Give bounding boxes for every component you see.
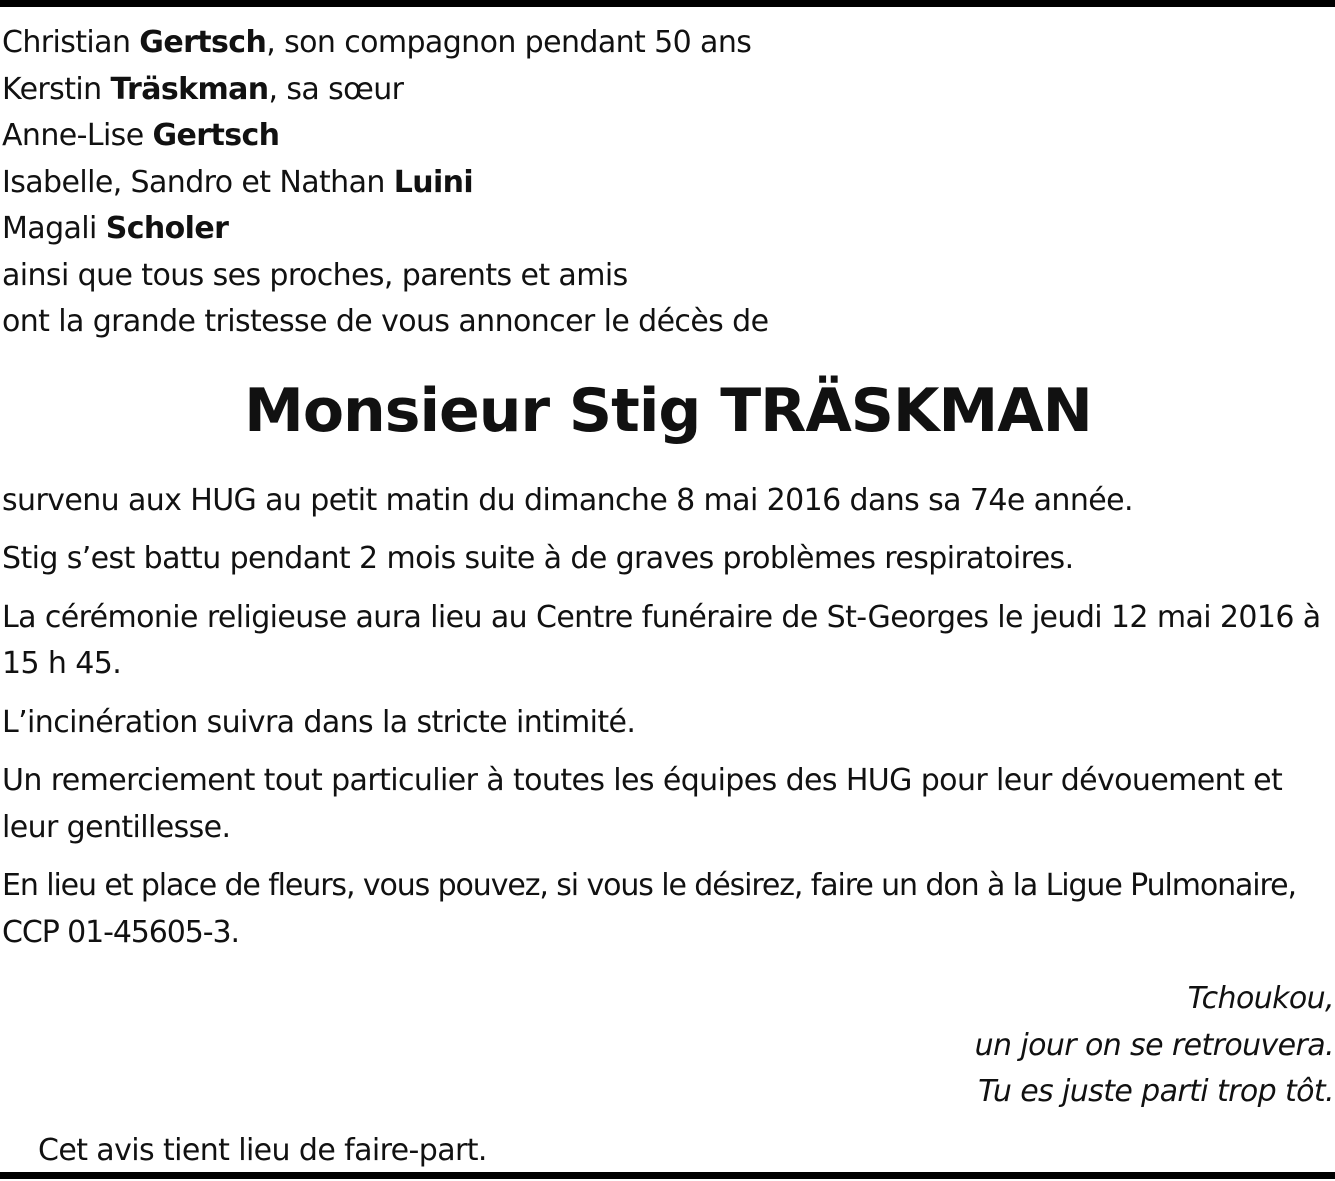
paragraph-donation: En lieu et place de fleurs, vous pouvez, si vous le désirez, faire un don à la Ligue Pulmonaire, CCP 01-45605-3. [2, 868, 1296, 950]
poem-line: Tchoukou, [1187, 981, 1334, 1016]
deceased-name: Monsieur Stig TRÄSKMAN [244, 375, 1092, 446]
family-surname: Gertsch [152, 118, 280, 153]
family-line-christian [2, 20, 1334, 67]
family-relation: , sa sœur [268, 71, 404, 107]
bottom-border-rule [0, 1172, 1335, 1179]
family-line-anne-lise [2, 113, 1334, 160]
paragraph-illness: Stig s’est battu pendant 2 mois suite à de graves problèmes respiratoires. [2, 541, 1074, 576]
family-surname: Träskman [110, 71, 269, 107]
intro-line: ont la grande tristesse de vous annoncer le décès de [2, 304, 769, 339]
family-given-name: Isabelle, Sandro et Nathan [2, 164, 394, 200]
family-given-name: Magali [2, 211, 106, 246]
top-border-rule [0, 0, 1335, 7]
family-given-name: Kerstin [2, 71, 111, 107]
family-surname: Luini [393, 164, 474, 200]
family-line-luini [2, 160, 1334, 207]
family-surname: Scholer [105, 211, 229, 246]
family-given-name: Anne-Lise [2, 118, 153, 153]
family-list [2, 20, 1334, 346]
poem-line: Tu es juste parti trop tôt. [978, 1074, 1334, 1109]
paragraph-cremation: L’incinération suivra dans la stricte intimité. [2, 704, 636, 740]
family-given-name: Christian [2, 25, 140, 60]
paragraph-ceremony: La cérémonie religieuse aura lieu au Centre funéraire de St-Georges le jeudi 12 mai 2016 à 15 h 45. [2, 599, 1321, 681]
farewell-poem [2, 976, 1334, 1116]
intro-line: ainsi que tous ses proches, parents et amis [2, 257, 628, 293]
poem-line: un jour on se retrouvera. [974, 1027, 1334, 1063]
family-surname: Gertsch [139, 25, 267, 60]
closing-note: Cet avis tient lieu de faire-part. [38, 1132, 487, 1168]
death-notice [2, 20, 1334, 1174]
family-line-kerstin [2, 67, 1334, 114]
paragraph-thanks: Un remerciement tout particulier à toutes les équipes des HUG pour leur dévouement et leur gentillesse. [2, 763, 1283, 845]
paragraph-death-circumstances: survenu aux HUG au petit matin du dimanche 8 mai 2016 dans sa 74e année. [2, 482, 1133, 518]
family-relation: , son compagnon pendant 50 ans [266, 25, 752, 60]
family-line-magali [2, 206, 1334, 253]
